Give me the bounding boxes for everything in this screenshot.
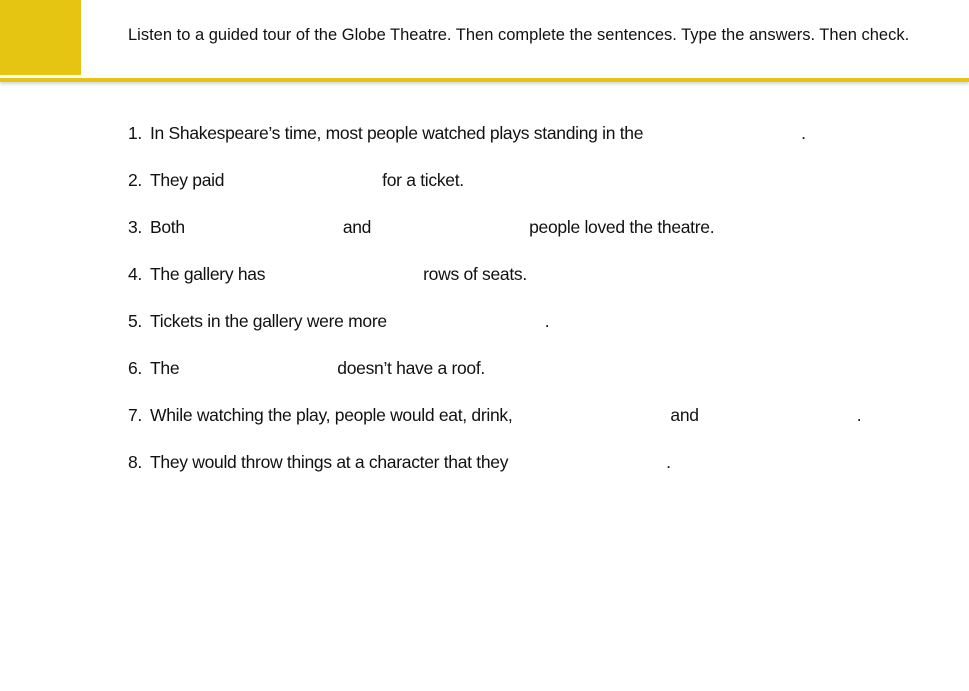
answer-3a-input[interactable] [185,216,343,240]
sentence-4 [128,251,861,298]
sentence-text: and [342,217,372,237]
sentence-8 [128,439,861,486]
instructions-text: Listen to a guided tour of the Globe Theatre. Then complete the sentences. Type the answers. Then check. [128,26,910,44]
sentence-1 [128,110,861,157]
sentence-text: for a ticket. [382,170,464,190]
sentence-text: Both [150,217,185,237]
sentence-number: 6. [128,358,142,378]
sentence-number: 1. [128,123,142,143]
sentence-number: 3. [128,217,142,237]
accent-block [0,0,81,75]
sentence-text: people loved the theatre. [529,217,715,237]
sentence-6 [128,345,861,392]
answer-4-input[interactable] [265,263,423,287]
sentence-text: The gallery has [150,264,266,284]
sentence-number: 5. [128,311,142,331]
answer-2-input[interactable] [224,169,382,193]
sentence-number: 8. [128,452,142,472]
header-divider [0,78,969,82]
sentence-text: While watching the play, people would eat, drink, [150,405,513,425]
answer-7b-input[interactable] [699,404,857,428]
sentence-text: They paid [150,170,225,190]
sentence-7 [128,392,861,439]
sentence-text: . [666,452,671,472]
answer-7a-input[interactable] [512,404,670,428]
sentence-2 [128,157,861,204]
answer-1-input[interactable] [643,122,801,146]
answer-8-input[interactable] [508,451,666,475]
answer-3b-input[interactable] [371,216,529,240]
sentence-number: 2. [128,170,142,190]
sentence-number: 4. [128,264,142,284]
sentence-text: . [544,311,550,331]
sentence-text: doesn’t have a roof. [337,358,485,378]
sentence-text: They would throw things at a character that they [150,452,509,472]
answer-5-input[interactable] [387,310,545,334]
sentence-5 [128,298,861,345]
sentence-3 [128,204,861,251]
sentence-text: rows of seats. [423,264,527,284]
sentence-text: . [801,123,806,143]
sentence-text: The [150,358,180,378]
answer-6-input[interactable] [179,357,337,381]
sentence-text: and [670,405,699,425]
sentence-text: In Shakespeare’s time, most people watched plays standing in the [150,123,644,143]
sentence-number: 7. [128,405,142,425]
sentence-text: . [856,405,862,425]
sentence-text: Tickets in the gallery were more [150,311,387,331]
sentence-list [128,110,861,486]
